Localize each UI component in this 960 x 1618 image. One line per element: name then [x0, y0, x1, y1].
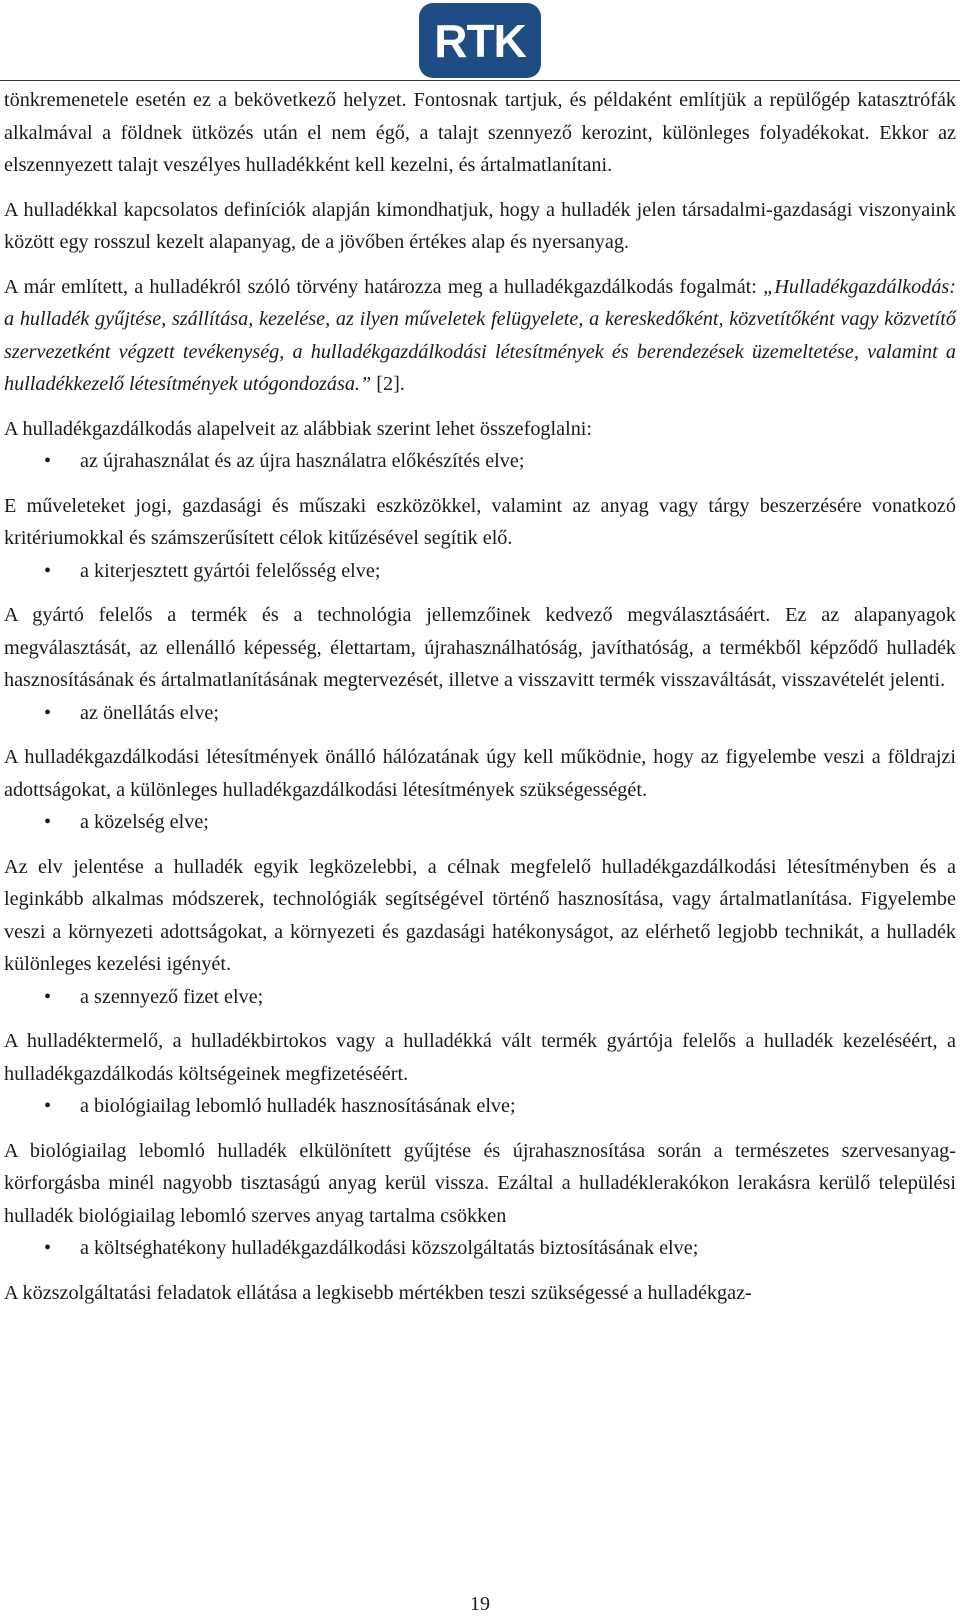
principle-list-3 [4, 697, 956, 730]
definition-quote: „Hulladékgazdálkodás: a hulladék gyűjtése, szállítása, kezelése, az ilyen műveletek felügyelete, a kereskedőként, közvetítőként vagy közvetítő szervezetként végzett tevékenység, a hulladékgazdálkodási létesítmények és berendezések üzemeltetése, valamint a hulladékkezelő létesítmények utógondozása.” [4, 275, 956, 395]
bullet-icon: • [44, 559, 52, 582]
document-body [4, 84, 956, 1321]
list-item-text: a kiterjesztett gyártói felelősség elve; [80, 559, 381, 582]
list-item-text: a költséghatékony hulladékgazdálkodási közszolgáltatás biztosításának elve; [80, 1237, 699, 1259]
bullet-icon: • [44, 1095, 52, 1117]
principle-list-4 [4, 806, 956, 839]
paragraph-8: Az elv jelentése a hulladék egyik legközelebbi, a célnak megfelelő hulladékgazdálkodási létesítményben és a leginkább alkalmas módszerek, technológiák segítségével történő hasznosítása, vagy ártalmatlanítása. Figyelembe veszi a környezeti adottságokat, a környezeti és gazdasági hatékonyságot, az elérhető legjobb technikát, a hulladék különleges kezelési igényét. [4, 855, 956, 975]
reference-citation: [2]. [371, 373, 405, 395]
paragraph-11: A közszolgáltatási feladatok ellátása a legkisebb mértékben teszi szükségessé a hulladékgaz- [4, 1281, 752, 1304]
list-item-text: a szennyező fizet elve; [80, 985, 264, 1008]
list-item-text: a közelség elve; [80, 811, 209, 833]
page-number: 19 [470, 1593, 490, 1615]
list-item [4, 697, 956, 730]
page-header [0, 0, 960, 82]
principle-list-2 [4, 555, 956, 588]
list-item [4, 981, 956, 1014]
principle-list-7 [4, 1232, 956, 1265]
principle-list-5 [4, 981, 956, 1014]
list-item [4, 1090, 956, 1123]
paragraph-9: A hulladéktermelő, a hulladékbirtokos vagy a hulladékká vált termék gyártója felelős a hulladék kezeléséért, a hulladékgazdálkodás költségeinek megfizetéséért. [4, 1030, 956, 1085]
rtk-logo: RTK [419, 3, 541, 78]
list-item-text: az újrahasználat és az újra használatra előkészítés elve; [80, 450, 525, 472]
paragraph-5: E műveleteket jogi, gazdasági és műszaki eszközökkel, valamint az anyag vagy tárgy beszerzésére vonatkozó kritériumokkal és számszerűsített célok kitűzésével segítik elő. [4, 494, 956, 549]
list-item-text: az önellátás elve; [80, 701, 219, 724]
paragraph-7: A hulladékgazdálkodási létesítmények önálló hálózatának úgy kell működnie, hogy az figyelembe veszi a földrajzi adottságokat, a különleges hulladékgazdálkodási létesítmények szükségességét. [4, 746, 956, 801]
list-item [4, 806, 956, 839]
header-divider [0, 80, 960, 81]
principle-list-1 [4, 445, 956, 478]
principle-list-6 [4, 1090, 956, 1123]
bullet-icon: • [44, 811, 52, 833]
bullet-icon: • [44, 985, 52, 1008]
list-item [4, 445, 956, 478]
paragraph-1: tönkremenetele esetén ez a bekövetkező helyzet. Fontosnak tartjuk, és példaként említjük a repülőgép katasztrófák alkalmával a földnek ütközés után el nem égő, a talajt szennyező kerozint, különleges folyadékokat. Ekkor az elszennyezett talajt veszélyes hulladékként kell kezelni, és ártalmatlanítani. [4, 89, 956, 176]
list-item [4, 555, 956, 588]
paragraph-2: A hulladékkal kapcsolatos definíciók alapján kimondhatjuk, hogy a hulladék jelen társadalmi-gazdasági viszonyaink között egy rosszul kezelt alapanyag, de a jövőben értékes alap és nyersanyag. [4, 198, 956, 253]
paragraph-4: A hulladékgazdálkodás alapelveit az alábbiak szerint lehet összefoglalni: [4, 417, 593, 440]
paragraph-10: A biológiailag lebomló hulladék elkülönített gyűjtése és újrahasznosítása során a természetes szervesanyag-körforgásba minél nagyobb tisztaságú anyag kerül vissza. Ezáltal a hulladéklerakókon lerakásra kerülő települési hulladék biológiailag lebomló szerves anyag tartalma csökken [4, 1139, 956, 1227]
paragraph-6: A gyártó felelős a termék és a technológia jellemzőinek kedvező megválasztásáért. Ez az alapanyagok megválasztását, az ellenálló képesség, élettartam, újrahasználhatóság, javíthatóság, a termékből képződő hulladék hasznosításának és ártalmatlanításának megtervezését, illetve a visszavitt termék visszaváltását, visszavételét jelenti. [4, 604, 956, 691]
bullet-icon: • [44, 701, 52, 724]
bullet-icon: • [44, 1237, 52, 1259]
list-item-text: a biológiailag lebomló hulladék hasznosításának elve; [80, 1095, 516, 1117]
bullet-icon: • [44, 450, 52, 472]
paragraph-3-intro: A már említett, a hulladékról szóló törvény határozza meg a hulladékgazdálkodás fogalmát: [4, 275, 757, 298]
paragraph-3 [4, 271, 956, 401]
list-item [4, 1232, 956, 1265]
